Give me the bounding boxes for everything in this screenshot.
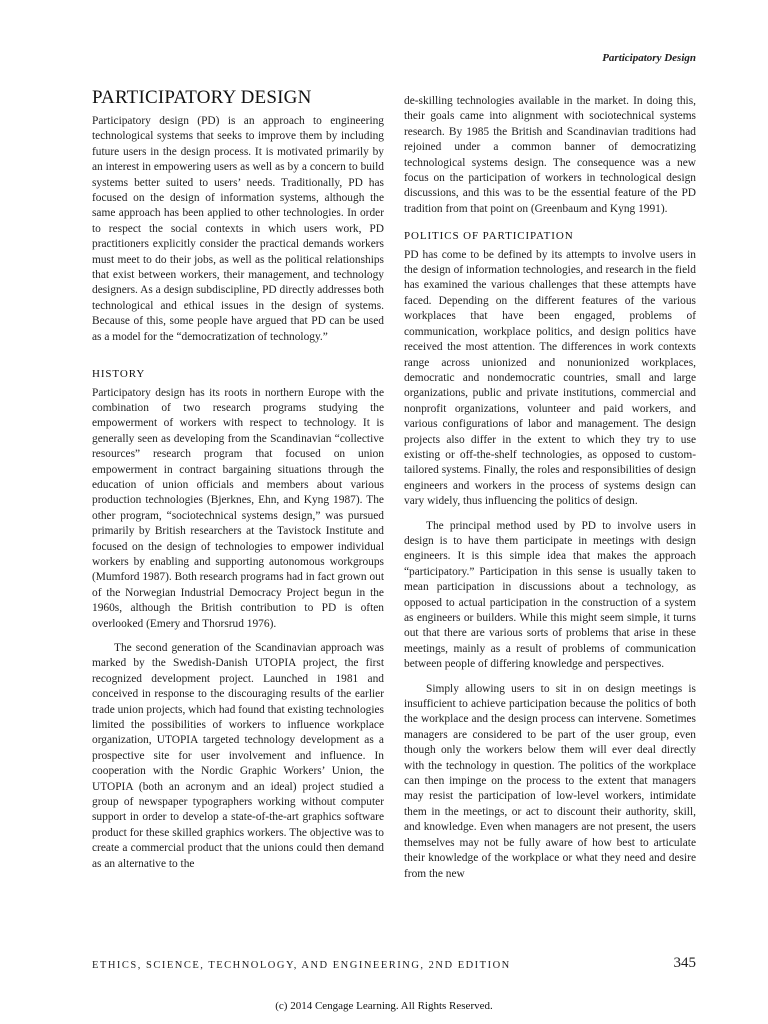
article-title: PARTICIPATORY DESIGN <box>92 87 312 108</box>
intro-paragraph: Participatory design (PD) is an approach to engineering technological systems that seeks to improve them by including future users in the design process. It is motivated primarily by an interest in empowering users as well as by a concern to build systems better suited to users’ needs. Traditionally, PD has focused on the design of information systems, although the same approach has been applied to other technologies. In order to respect the social contexts in which users work, PD practitioners explicitly consider the practical demands workers must meet to do their jobs, as well as the political relationships that exist between workers, their management, and technology designers. As a design subdiscipline, PD directly addresses both technological and ethical issues in the design of systems. Because of this, some people have argued that PD can be used as a model for the “democratization of technology.” <box>92 115 384 343</box>
right-column <box>404 94 696 882</box>
page-number: 345 <box>673 955 696 971</box>
politics-paragraph-1: PD has come to be defined by its attempts to involve users in the design of information technologies, and research in the field has examined the various challenges that these attempts have faced. Depending on the different features of the various workplaces that have been engaged, problems of communication, workplace politics, and design politics have received the most attention. The differences in work contexts range across unionized and nonunionized workplaces, democratic and nondemocratic countries, small and large organizations, public and private institutions, commercial and nonprofit organizations, volunteer and paid workers, and various configurations of labor and management. The design projects also differ in the extent to which they try to use existing or off-the-shelf technologies, as opposed to custom-tailored systems. Finally, the roles and responsibilities of design engineers and workers in the process of systems design can vary widely, thus influencing the politics of design. <box>404 248 696 508</box>
footer-book-title: ETHICS, SCIENCE, TECHNOLOGY, AND ENGINEERING, 2ND EDITION <box>92 960 511 971</box>
copyright-notice: (c) 2014 Cengage Learning. All Rights Reserved. <box>275 1000 493 1012</box>
history-paragraph-1: Participatory design has its roots in northern Europe with the combination of two research programs studying the empowerment of workers with respect to technology. It is generally seen as developing from the Scandinavian “collective resources” research program that focused on union empowerment in contract bargaining situations through the education of union officials and members about various production technologies (Bjerknes, Ehn, and Kyng 1987). The other program, “sociotechnical systems design,” was pursued primarily by British researchers at the Tavistock Institute and focused on the design of technologies to empower individual workers by enabling and supporting autonomous workgroups (Mumford 1987). Both research programs had in fact grown out of the Norwegian Industrial Democracy Project begun in the 1960s, although the British contribution to PD is often overlooked (Emery and Thorsrud 1976). <box>92 386 384 630</box>
history-heading: HISTORY <box>92 368 146 381</box>
history-paragraph-2: The second generation of the Scandinavian approach was marked by the Swedish-Danish UTOPIA project, the first recognized development project. Launched in 1981 and conceived in response to the discouraging results of the earlier trade union projects, which had found that existing technologies limited the possibilities of workers to influence workplace organization, UTOPIA targeted technology development as a prospective site for user involvement and influence. In cooperation with the Nordic Graphic Workers’ Union, the UTOPIA (both an acronym and an ideal) project studied a group of newspaper typographers working without computer support in order to develop a state-of-the-art graphics software product for these skilled graphics workers. The objective was to create a commercial product that the unions could then demand as an alternative to the <box>92 642 384 870</box>
running-header-title: Participatory Design <box>602 52 696 64</box>
continued-paragraph: de-skilling technologies available in the market. In doing this, their goals came into alignment with sociotechnical systems research. By 1985 the British and Scandinavian traditions had rejoined under a common banner of democratizing technological systems design. The consequence was a new focus on the participation of workers in technological design discussions, and this was to be the essential feature of the PD tradition from that point on (Greenbaum and Kyng 1991). <box>404 95 696 215</box>
politics-paragraph-2: The principal method used by PD to involve users in design is to have them participate in meetings with design engineers. It is this simple idea that makes the approach “participatory.” Participation in this sense is usually taken to mean participation in discussions about a technology, as opposed to actual participation in the construction of a system as engineers or builders. While this might seem simple, it turns out that there are various sorts of problems that arise in these meetings, mainly as a result of problems of communication between people of differing knowledge and perspectives. <box>404 519 696 671</box>
left-column <box>92 86 384 872</box>
politics-heading: POLITICS OF PARTICIPATION <box>404 230 574 243</box>
politics-paragraph-3: Simply allowing users to sit in on design meetings is insufficient to achieve participation because the politics of both the workplace and the design process can intervene. Sometimes managers are considered to be part of the user group, even though only the workers below them will ever deal directly with the technology in question. The politics of the workplace can then impinge on the process to the extent that managers may resist the participation of low-level workers, intimidate them in the meetings, or act to discount their authority, skill, and knowledge. Even when managers are not present, the users themselves may not be fully aware of how best to articulate their knowledge of the workplace or what they need and desire from the new <box>404 682 696 880</box>
